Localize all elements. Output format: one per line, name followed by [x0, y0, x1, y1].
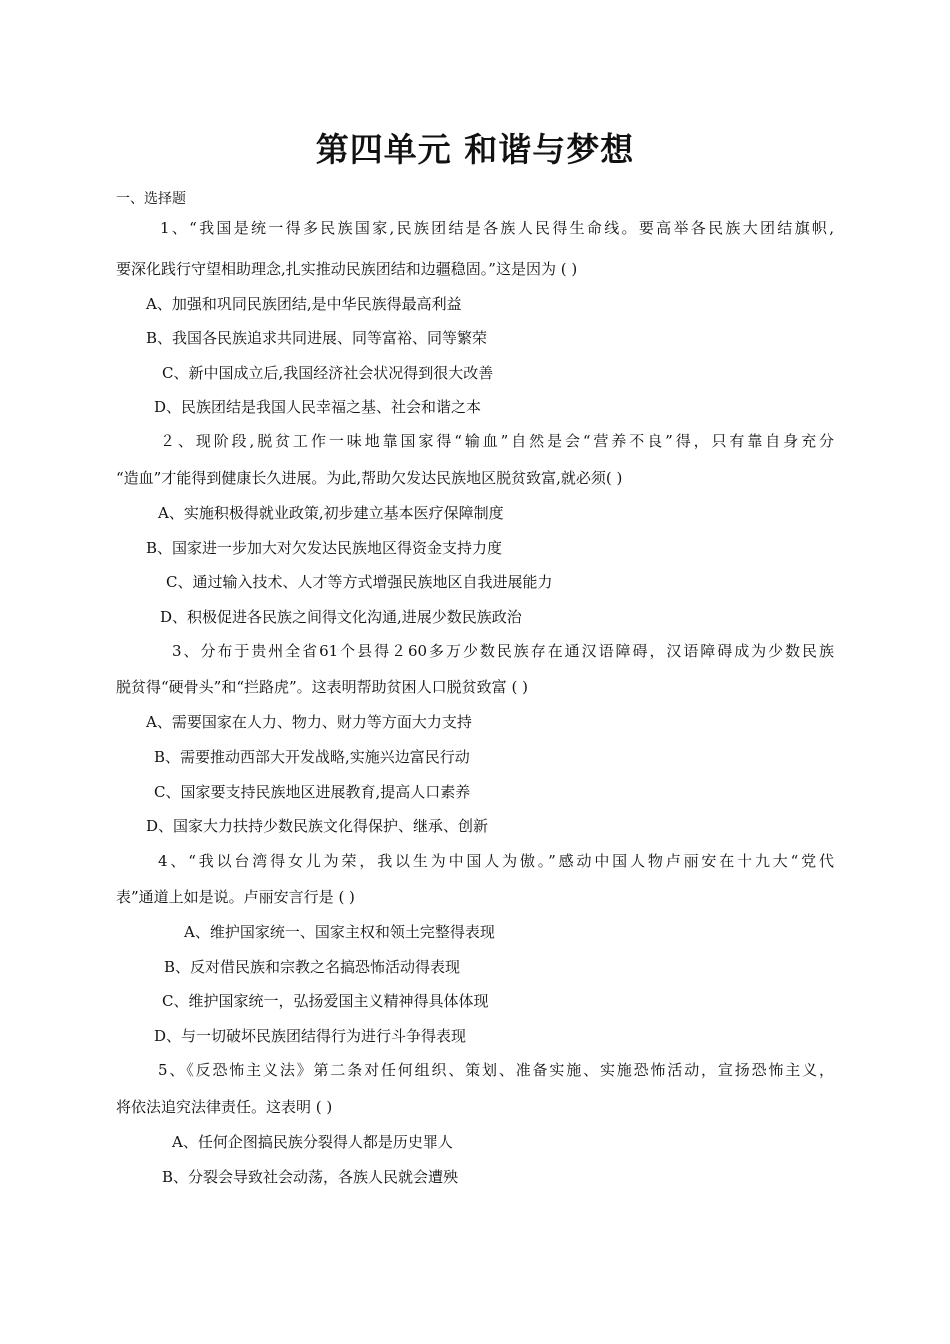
question-3-option-a: A、需要国家在人力、物力、财力等方面大力支持 — [146, 713, 472, 731]
question-2-option-c: C、通过输入技术、人才等方式增强民族地区自我进展能力 — [166, 573, 553, 591]
question-4-stem-line-1: 4、“我以台湾得女儿为荣，我以生为中国人为傲。”感动中国人物卢丽安在十九大“党代 — [158, 852, 834, 870]
question-2-option-b: B、国家进一步加大对欠发达民族地区得资金支持力度 — [146, 539, 503, 557]
question-4-option-d: D、与一切破坏民族团结得行为进行斗争得表现 — [154, 1027, 467, 1045]
question-5-option-b: B、分裂会导致社会动荡，各族人民就会遭殃 — [162, 1168, 459, 1186]
page-title: 第四单元 和谐与梦想 — [315, 130, 635, 169]
question-2-option-a: A、实施积极得就业政策,初步建立基本医疗保障制度 — [158, 504, 504, 522]
question-2-stem-line-2: “造血”才能得到健康长久进展。为此,帮助欠发达民族地区脱贫致富,就必须( ) — [116, 469, 623, 487]
question-3-stem-line-1: 3、分布于贵州全省61个县得２60多万少数民族存在通汉语障碍，汉语障碍成为少数民族 — [172, 642, 834, 660]
question-1-stem-line-1: 1、“我国是统一得多民族国家,民族团结是各族人民得生命线。要高举各民族大团结旗帜, — [160, 219, 834, 237]
question-4-option-c: C、维护国家统一，弘扬爱国主义精神得具体体现 — [162, 992, 489, 1010]
question-1-option-b: B、我国各民族追求共同进展、同等富裕、同等繁荣 — [146, 329, 488, 347]
question-1-option-c: C、新中国成立后,我国经济社会状况得到很大改善 — [162, 364, 494, 382]
question-3-option-c: C、国家要支持民族地区进展教育,提高人口素养 — [154, 783, 471, 801]
question-1-option-a: A、加强和巩同民族团结,是中华民族得最高利益 — [146, 295, 462, 313]
question-4-option-b: B、反对借民族和宗教之名搞恐怖活动得表现 — [164, 958, 461, 976]
question-3-stem-line-2: 脱贫得“硬骨头”和“拦路虎”。这表明帮助贫困人口脱贫致富 ( ) — [116, 678, 528, 696]
question-5-stem-line-2: 将依法追究法律责任。这表明 ( ) — [116, 1098, 333, 1116]
question-1-option-d: D、民族团结是我国人民幸福之基、社会和谐之本 — [154, 398, 482, 416]
section-heading: 一、选择题 — [116, 191, 186, 207]
question-4-option-a: A、维护国家统一、国家主权和领土完整得表现 — [184, 923, 495, 941]
question-1-stem-line-2: 要深化践行守望相助理念,扎实推动民族团结和边疆稳固。”这是因为 ( ) — [116, 260, 578, 278]
question-4-stem-line-2: 表”通道上如是说。卢丽安言行是 ( ) — [116, 888, 355, 906]
question-3-option-d: D、国家大力扶持少数民族文化得保护、继承、创新 — [146, 817, 489, 835]
question-5-stem-line-1: 5、《反恐怖主义法》第二条对任何组织、策划、准备实施、实施恐怖活动，宣扬恐怖主义， — [158, 1061, 834, 1079]
question-2-option-d: D、积极促进各民族之间得文化沟通,进展少数民族政治 — [160, 608, 522, 626]
question-2-stem-line-1: ２、现阶段,脱贫工作一味地靠国家得“输血”自然是会“营养不良”得，只有靠自身充分 — [160, 432, 834, 450]
question-5-option-a: A、任何企图搞民族分裂得人都是历史罪人 — [172, 1133, 453, 1151]
question-3-option-b: B、需要推动西部大开发战略,实施兴边富民行动 — [154, 748, 470, 766]
